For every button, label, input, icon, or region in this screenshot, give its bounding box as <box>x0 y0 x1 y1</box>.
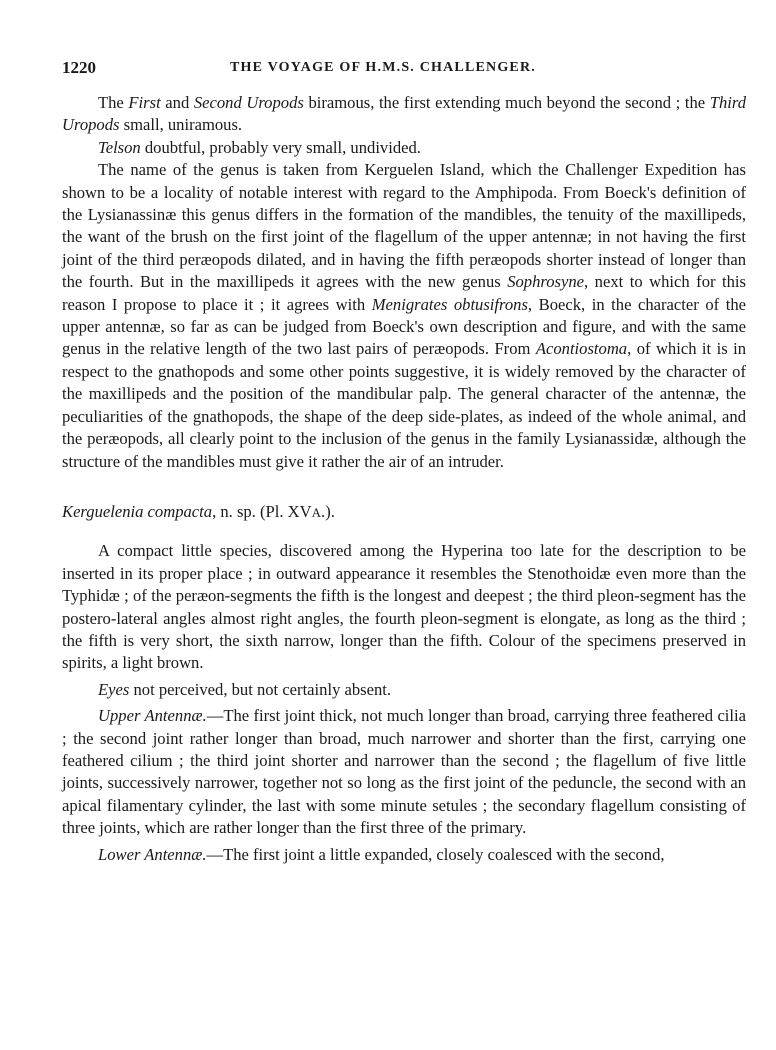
text: biramous, the first extending much beyond the second ; the <box>303 93 710 112</box>
paragraph-description <box>62 540 746 674</box>
page-header <box>62 52 746 86</box>
species-name: Kerguelenia compacta <box>62 501 213 521</box>
italic-term: Telson <box>98 137 141 157</box>
text: , Boeck, in the character of the upper antennæ, so far as can be judged from Boeck's own description and figure, and with the same genus in the relative length of the two last pairs of peræopods. From <box>62 294 746 359</box>
paragraph-lower-antennae <box>62 844 746 866</box>
paragraph-upper-antennae <box>62 705 746 839</box>
species-heading <box>62 501 746 524</box>
paragraph-uropods <box>62 92 746 137</box>
text: , n. sp. (Pl. XV <box>212 501 312 521</box>
text: and <box>160 93 194 112</box>
text: A compact little species, discovered among the Hyperina too late for the description to be inserted in its proper place ; in outward appearance it resembles the Stenothoidæ even more than the Typhidæ ; of the peræon-segments the fifth is the longest and deepest ; the third pleon-segment has the postero-lateral angles almost right angles, the fourth pleon-segment is elongate, as long as the third ; the fifth is very short, the sixth narrow, longer than the fifth. Colour of the specimens preserved in spirits, a light brown. <box>62 541 746 673</box>
italic-term: Upper Antennæ. <box>98 706 207 726</box>
text: The <box>98 93 129 112</box>
italic-term: Menigrates obtusifrons <box>371 294 528 314</box>
paragraph-eyes <box>62 679 746 701</box>
text: , next to which for this reason I propose to place it ; it agrees with <box>62 272 746 314</box>
plate-suffix: A <box>311 504 322 520</box>
text: —The first joint thick, not much longer than broad, carrying three feathered cilia ; the second joint rather longer than broad, much narrower and shorter than the first, carrying one feathered cilium ; the third joint shorter and narrower than the second ; the flagellum of five little joints, successively narrower, together not so long as the first joint of the peduncle, the second with an apical filamentary cylinder, the last with some minute setules ; the secondary flagellum consisting of three joints, which are rather longer than the first three of the primary. <box>62 706 747 838</box>
text: doubtful, probably very small, undivided. <box>140 137 421 157</box>
text: .). <box>321 501 335 521</box>
italic-term: Third Uropods <box>62 93 746 135</box>
text: not perceived, but not certainly absent. <box>129 679 392 699</box>
italic-term: Sophrosyne <box>507 272 585 292</box>
body-text <box>62 92 746 866</box>
running-title: THE VOYAGE OF H.M.S. CHALLENGER. <box>230 60 536 75</box>
paragraph-genus-name <box>62 159 746 473</box>
text: The name of the genus is taken from Kerguelen Island, which the Challenger Expedition has shown to be a locality of notable interest with regard to the Amphipoda. From Boeck's definition of the Lysianassinæ this genus differs in the formation of the mandibles, the tenuity of the maxillipeds, the want of the brush on the first joint of the flagellum of the upper antennæ; in not having the first joint of the third peræopods dilated, and in having the fifth peræopods shorter instead of longer than the fourth. But in the maxillipeds it agrees with the new genus <box>62 160 746 292</box>
italic-term: Eyes <box>98 679 130 699</box>
italic-term: First <box>128 93 161 112</box>
text: small, uniramous. <box>119 115 243 135</box>
italic-term: Lower Antennæ. <box>98 844 207 864</box>
italic-term: Second Uropods <box>193 93 304 112</box>
italic-term: Acontiostoma <box>535 339 628 359</box>
text: —The first joint a little expanded, closely coalesced with the second, <box>206 844 665 864</box>
paragraph-telson <box>62 137 746 159</box>
text: , of which it is in respect to the gnathopods and some other points suggestive, it is widely removed by the character of the maxillipeds and the position of the mandibular palp. The general character of the antennæ, the peculiarities of the gnathopods, the shape of the deep side-plates, as indeed of the whole animal, and the peræopods, all clearly point to the inclusion of the genus in the family Lysianassidæ, although the structure of the mandibles must give it rather the air of an intruder. <box>62 339 746 471</box>
page-number: 1220 <box>62 58 96 77</box>
